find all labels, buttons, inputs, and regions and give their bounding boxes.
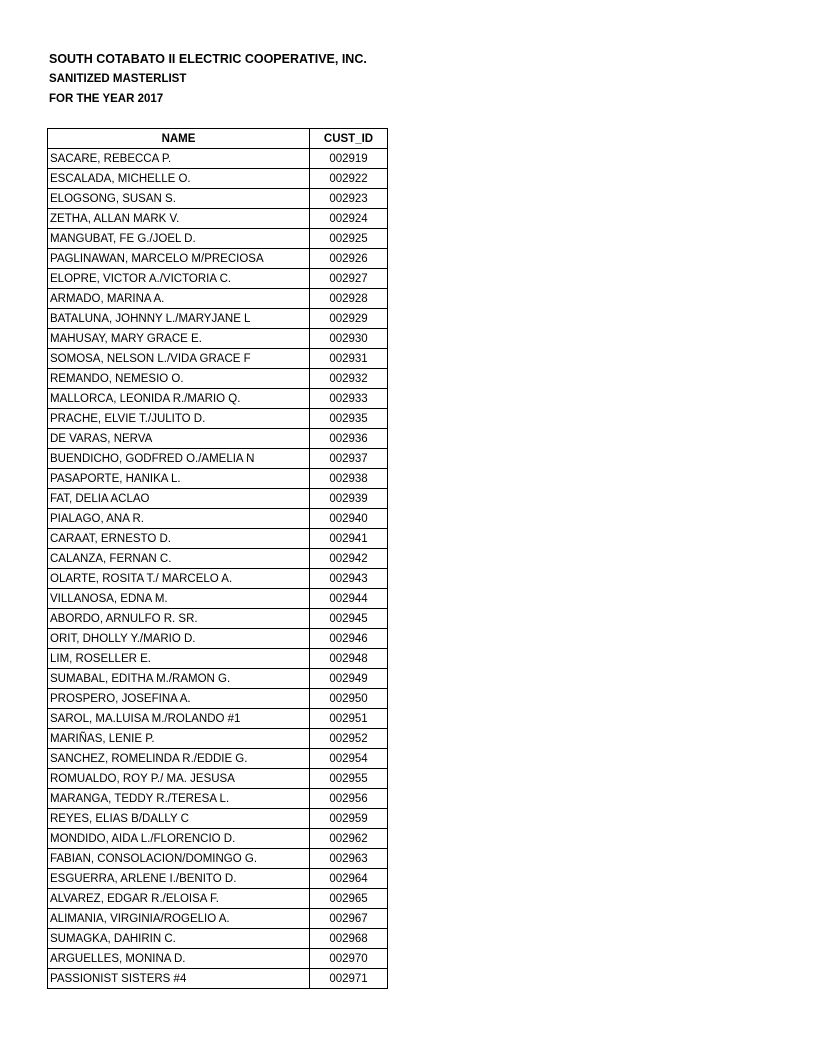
customer-name-cell: MONDIDO, AIDA L./FLORENCIO D.: [48, 829, 310, 849]
customer-id-cell: 002952: [310, 729, 388, 749]
customer-name-cell: PROSPERO, JOSEFINA A.: [48, 689, 310, 709]
customer-id-cell: 002941: [310, 529, 388, 549]
customer-name-cell: MALLORCA, LEONIDA R./MARIO Q.: [48, 389, 310, 409]
customer-name-cell: ZETHA, ALLAN MARK V.: [48, 209, 310, 229]
customer-id-cell: 002954: [310, 749, 388, 769]
table-row: [48, 269, 388, 289]
table-row: [48, 169, 388, 189]
customer-name-cell: SUMABAL, EDITHA M./RAMON G.: [48, 669, 310, 689]
customer-id-cell: 002943: [310, 569, 388, 589]
table-row: [48, 769, 388, 789]
table-row: [48, 909, 388, 929]
customer-id-cell: 002950: [310, 689, 388, 709]
table-row: [48, 389, 388, 409]
customer-id-cell: 002949: [310, 669, 388, 689]
table-row: [48, 349, 388, 369]
customer-name-cell: ROMUALDO, ROY P./ MA. JESUSA: [48, 769, 310, 789]
customer-name-cell: ARGUELLES, MONINA D.: [48, 949, 310, 969]
customer-id-cell: 002935: [310, 409, 388, 429]
customer-name-cell: CARAAT, ERNESTO D.: [48, 529, 310, 549]
table-row: [48, 889, 388, 909]
customer-id-cell: 002927: [310, 269, 388, 289]
customer-id-cell: 002945: [310, 609, 388, 629]
customer-id-cell: 002940: [310, 509, 388, 529]
customer-id-cell: 002963: [310, 849, 388, 869]
table-row: [48, 309, 388, 329]
table-row: [48, 649, 388, 669]
customer-name-cell: ORIT, DHOLLY Y./MARIO D.: [48, 629, 310, 649]
customer-name-cell: SUMAGKA, DAHIRIN C.: [48, 929, 310, 949]
customer-name-cell: FAT, DELIA ACLAO: [48, 489, 310, 509]
document-header: [49, 50, 367, 110]
customer-id-cell: 002962: [310, 829, 388, 849]
customer-name-cell: LIM, ROSELLER E.: [48, 649, 310, 669]
table-row: [48, 849, 388, 869]
customer-name-cell: SAROL, MA.LUISA M./ROLANDO #1: [48, 709, 310, 729]
customer-id-cell: 002955: [310, 769, 388, 789]
customer-id-cell: 002948: [310, 649, 388, 669]
customer-id-cell: 002926: [310, 249, 388, 269]
customer-id-cell: 002932: [310, 369, 388, 389]
customer-id-cell: 002923: [310, 189, 388, 209]
customer-id-cell: 002938: [310, 469, 388, 489]
customer-id-cell: 002930: [310, 329, 388, 349]
table-row: [48, 529, 388, 549]
table-row: [48, 829, 388, 849]
table-row: [48, 369, 388, 389]
customer-id-cell: 002965: [310, 889, 388, 909]
customer-name-cell: PASSIONIST SISTERS #4: [48, 969, 310, 989]
customer-name-cell: DE VARAS, NERVA: [48, 429, 310, 449]
table-row: [48, 489, 388, 509]
customer-name-cell: MAHUSAY, MARY GRACE E.: [48, 329, 310, 349]
table-row: [48, 929, 388, 949]
table-body: [48, 149, 388, 989]
year-line: FOR THE YEAR 2017: [49, 93, 164, 105]
table-header-row: [48, 129, 388, 149]
table-row: [48, 789, 388, 809]
customer-name-cell: FABIAN, CONSOLACION/DOMINGO G.: [48, 849, 310, 869]
customer-id-cell: 002928: [310, 289, 388, 309]
customer-name-cell: SACARE, REBECCA P.: [48, 149, 310, 169]
customer-name-cell: MANGUBAT, FE G./JOEL D.: [48, 229, 310, 249]
customer-name-cell: SANCHEZ, ROMELINDA R./EDDIE G.: [48, 749, 310, 769]
customer-id-cell: 002942: [310, 549, 388, 569]
table-row: [48, 689, 388, 709]
table-row: [48, 429, 388, 449]
customer-id-cell: 002931: [310, 349, 388, 369]
column-header-cust-id: CUST_ID: [310, 129, 388, 149]
customer-id-cell: 002936: [310, 429, 388, 449]
customer-id-cell: 002967: [310, 909, 388, 929]
table-row: [48, 209, 388, 229]
table-row: [48, 549, 388, 569]
customer-id-cell: 002971: [310, 969, 388, 989]
customer-id-cell: 002951: [310, 709, 388, 729]
customer-name-cell: BUENDICHO, GODFRED O./AMELIA N: [48, 449, 310, 469]
table-row: [48, 449, 388, 469]
customer-id-cell: 002964: [310, 869, 388, 889]
table-row: [48, 329, 388, 349]
customer-name-cell: ALIMANIA, VIRGINIA/ROGELIO A.: [48, 909, 310, 929]
document-subtitle: SANITIZED MASTERLIST: [49, 73, 187, 85]
customer-id-cell: 002933: [310, 389, 388, 409]
customer-name-cell: ARMADO, MARINA A.: [48, 289, 310, 309]
customer-name-cell: OLARTE, ROSITA T./ MARCELO A.: [48, 569, 310, 589]
customer-id-cell: 002944: [310, 589, 388, 609]
table-row: [48, 249, 388, 269]
table-row: [48, 189, 388, 209]
customer-name-cell: PIALAGO, ANA R.: [48, 509, 310, 529]
customer-id-cell: 002925: [310, 229, 388, 249]
customer-name-cell: PASAPORTE, HANIKA L.: [48, 469, 310, 489]
customer-name-cell: REMANDO, NEMESIO O.: [48, 369, 310, 389]
customer-id-cell: 002919: [310, 149, 388, 169]
table-row: [48, 629, 388, 649]
customer-name-cell: BATALUNA, JOHNNY L./MARYJANE L: [48, 309, 310, 329]
customer-id-cell: 002956: [310, 789, 388, 809]
table-row: [48, 229, 388, 249]
customer-id-cell: 002970: [310, 949, 388, 969]
customer-name-cell: ALVAREZ, EDGAR R./ELOISA F.: [48, 889, 310, 909]
table-row: [48, 949, 388, 969]
table-row: [48, 149, 388, 169]
customer-name-cell: ELOPRE, VICTOR A./VICTORIA C.: [48, 269, 310, 289]
customer-name-cell: PAGLINAWAN, MARCELO M/PRECIOSA: [48, 249, 310, 269]
customer-id-cell: 002922: [310, 169, 388, 189]
customer-name-cell: ABORDO, ARNULFO R. SR.: [48, 609, 310, 629]
customer-name-cell: SOMOSA, NELSON L./VIDA GRACE F: [48, 349, 310, 369]
table-row: [48, 409, 388, 429]
table-row: [48, 469, 388, 489]
masterlist-table: [47, 128, 388, 989]
customer-id-cell: 002937: [310, 449, 388, 469]
table-row: [48, 669, 388, 689]
customer-id-cell: 002959: [310, 809, 388, 829]
customer-name-cell: MARANGA, TEDDY R./TERESA L.: [48, 789, 310, 809]
table-row: [48, 709, 388, 729]
table-row: [48, 569, 388, 589]
customer-name-cell: ESGUERRA, ARLENE I./BENITO D.: [48, 869, 310, 889]
table-row: [48, 809, 388, 829]
customer-name-cell: PRACHE, ELVIE T./JULITO D.: [48, 409, 310, 429]
customer-name-cell: CALANZA, FERNAN C.: [48, 549, 310, 569]
table-row: [48, 509, 388, 529]
company-name: SOUTH COTABATO II ELECTRIC COOPERATIVE, INC.: [49, 52, 367, 66]
table-header: [48, 129, 388, 149]
table-row: [48, 749, 388, 769]
customer-name-cell: ESCALADA, MICHELLE O.: [48, 169, 310, 189]
table-row: [48, 969, 388, 989]
column-header-name: NAME: [48, 129, 310, 149]
customer-id-cell: 002924: [310, 209, 388, 229]
table-row: [48, 289, 388, 309]
customer-id-cell: 002946: [310, 629, 388, 649]
customer-name-cell: MARIÑAS, LENIE P.: [48, 729, 310, 749]
customer-name-cell: VILLANOSA, EDNA M.: [48, 589, 310, 609]
customer-name-cell: REYES, ELIAS B/DALLY C: [48, 809, 310, 829]
table-row: [48, 729, 388, 749]
table-row: [48, 869, 388, 889]
customer-name-cell: ELOGSONG, SUSAN S.: [48, 189, 310, 209]
customer-id-cell: 002929: [310, 309, 388, 329]
table-row: [48, 609, 388, 629]
customer-id-cell: 002968: [310, 929, 388, 949]
table-row: [48, 589, 388, 609]
customer-id-cell: 002939: [310, 489, 388, 509]
